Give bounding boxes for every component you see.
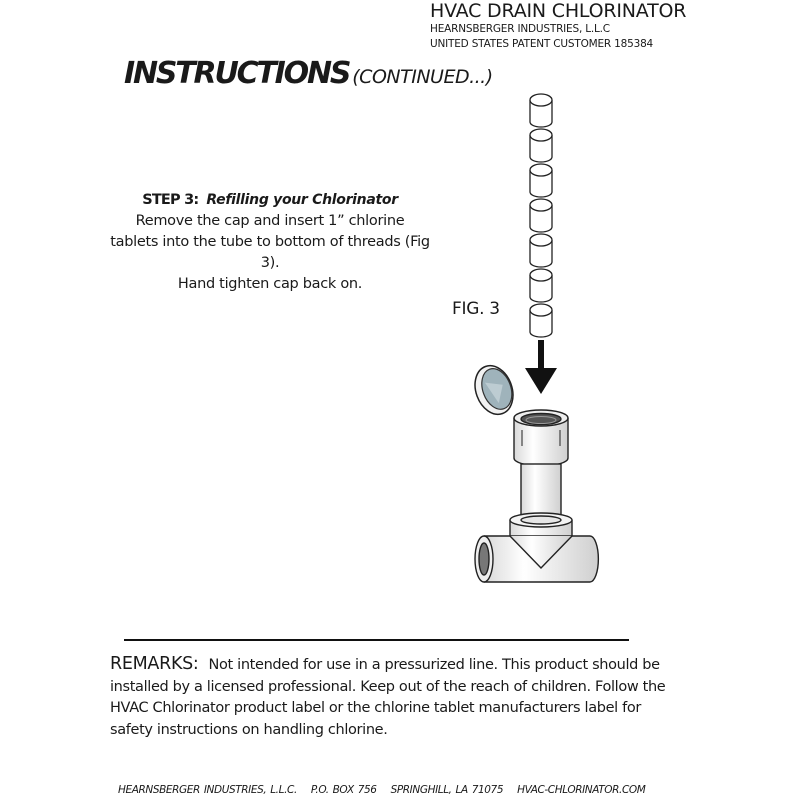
product-title: HVAC DRAIN CHLORINATOR	[430, 0, 687, 22]
remarks-text: Not intended for use in a pressurized line. This product should be installed by a licensed professional. Keep out of the reach of children. Follow the HVAC Chlorinator product label or the chlorine tablet manufacturers label for safety instructions on handling chlorine.	[110, 657, 666, 738]
remarks-section	[110, 654, 670, 741]
chlorine-tablet-icon	[530, 94, 552, 337]
document-header	[430, 0, 686, 52]
step-line: Hand tighten cap back on.	[177, 276, 363, 292]
section-divider	[124, 639, 629, 641]
chlorinator-tee-icon	[475, 410, 598, 582]
footer-pobox: P.O. BOX 756	[310, 784, 377, 796]
footer-website[interactable]: HVAC-CHLORINATOR.COM	[517, 784, 646, 796]
step-line: tablets into the tube to bottom of threads (Fig 3).	[110, 234, 430, 271]
figure-3-illustration	[470, 88, 630, 592]
continued-label: (CONTINUED...)	[352, 66, 493, 88]
step-line: Remove the cap and insert 1” chlorine	[135, 213, 405, 229]
footer-company: HEARNSBERGER INDUSTRIES, L.L.C.	[118, 784, 297, 796]
down-arrow-icon	[525, 340, 557, 394]
footer	[118, 784, 659, 796]
remarks-label: REMARKS:	[110, 654, 199, 674]
footer-city: SPRINGHILL, LA 71075	[390, 784, 504, 796]
page-title	[124, 56, 493, 91]
chlorinator-figure-icon	[470, 88, 630, 588]
step-label: STEP 3:	[142, 192, 199, 208]
patent-line: UNITED STATES PATENT CUSTOMER 185384	[430, 38, 654, 50]
company-name: HEARNSBERGER INDUSTRIES, L.L.C	[430, 23, 610, 35]
step-3-section	[100, 190, 440, 295]
step-heading	[100, 190, 440, 211]
instructions-heading: INSTRUCTIONS	[124, 56, 350, 91]
step-title: Refilling your Chlorinator	[206, 192, 398, 208]
figure-label: FIG. 3	[452, 299, 500, 319]
cap-icon	[470, 360, 519, 419]
